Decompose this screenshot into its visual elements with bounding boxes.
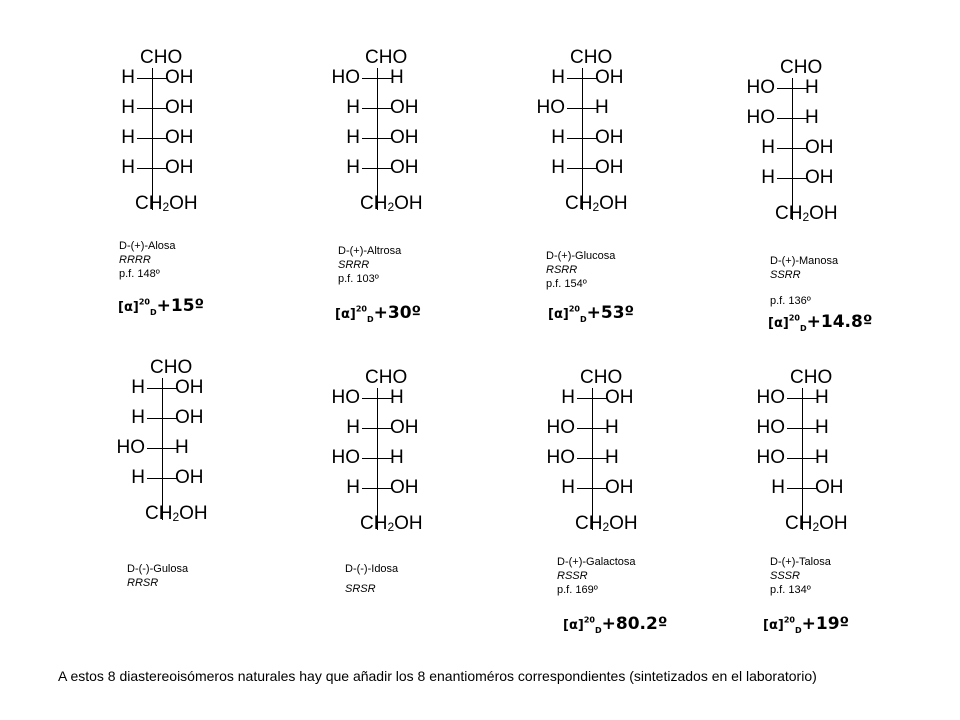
hydroxymethyl-group <box>135 194 198 217</box>
left-substituent: HO <box>546 417 575 438</box>
sugar-info <box>770 555 831 597</box>
right-substituent: OH <box>595 157 624 178</box>
temperature: 20 <box>583 615 595 625</box>
subscript-2: 2 <box>812 520 820 534</box>
left-substituent: H <box>561 387 575 408</box>
right-substituent: H <box>815 387 829 408</box>
aldehyde-group: CHO <box>580 367 623 388</box>
hydroxymethyl-group <box>145 504 208 527</box>
bond-line <box>577 488 607 489</box>
fischer-projection <box>110 358 240 538</box>
bond-line <box>777 88 807 89</box>
oh-text: OH <box>609 513 638 534</box>
oh-text: OH <box>394 513 423 534</box>
hydroxymethyl-group <box>565 194 628 217</box>
bond-line <box>567 138 597 139</box>
bond-line <box>137 78 167 79</box>
bond-line <box>777 178 807 179</box>
bond-line <box>362 168 392 169</box>
subscript-2: 2 <box>387 200 395 214</box>
hydroxymethyl-group <box>775 204 838 227</box>
alpha-symbol: α <box>773 316 783 331</box>
sugar-name: D-(+)-Alosa <box>119 240 176 252</box>
rotation-value: +30º <box>373 303 422 323</box>
right-substituent: H <box>805 107 819 128</box>
left-substituent: H <box>561 477 575 498</box>
temperature: 20 <box>355 304 367 314</box>
right-substituent: OH <box>595 127 624 148</box>
right-substituent: OH <box>390 127 419 148</box>
fischer-projection <box>740 58 870 238</box>
subscript-2: 2 <box>802 210 810 224</box>
aldehyde-group: CHO <box>150 357 193 378</box>
bond-line <box>147 478 177 479</box>
hydroxymethyl-group <box>360 514 423 537</box>
fischer-projection <box>325 48 455 228</box>
sugar-name: D-(+)-Galactosa <box>557 556 636 568</box>
left-substituent: H <box>346 127 360 148</box>
specific-rotation <box>335 303 421 324</box>
close-bracket: ] <box>577 618 584 633</box>
sugar-name: D-(+)-Altrosa <box>338 245 402 257</box>
footer-note: A estos 8 diastereoisómeros naturales hay que añadir los 8 enantioméros correspondientes (sintetizados en el laboratorio) <box>58 668 817 684</box>
ch-text: CH <box>360 513 388 534</box>
ch-text: CH <box>145 503 173 524</box>
rotation-value: +19º <box>801 614 850 634</box>
oh-text: OH <box>599 193 628 214</box>
left-substituent: H <box>131 407 145 428</box>
melting-point: p.f. 136º <box>770 295 811 307</box>
fischer-projection <box>100 48 230 228</box>
specific-rotation <box>763 614 849 635</box>
bond-line <box>567 78 597 79</box>
right-substituent: H <box>390 67 404 88</box>
right-substituent: OH <box>805 137 834 158</box>
right-substituent: H <box>605 447 619 468</box>
bond-line <box>787 428 817 429</box>
rotation-value: +80.2º <box>601 614 668 634</box>
temperature: 20 <box>138 297 150 307</box>
bond-line <box>362 108 392 109</box>
close-bracket: ] <box>777 618 784 633</box>
left-substituent: HO <box>331 387 360 408</box>
ch-text: CH <box>360 193 388 214</box>
left-substituent: H <box>346 417 360 438</box>
configuration: RRSR <box>127 577 159 589</box>
left-substituent: H <box>551 67 565 88</box>
bond-line <box>137 108 167 109</box>
open-bracket: [ <box>763 618 769 633</box>
hydroxymethyl-group <box>575 514 638 537</box>
left-substituent: HO <box>536 97 565 118</box>
subscript-2: 2 <box>162 200 170 214</box>
rotation-value: +14.8º <box>806 312 873 332</box>
right-substituent: OH <box>165 127 194 148</box>
bond-line <box>577 458 607 459</box>
oh-text: OH <box>169 193 198 214</box>
aldehyde-group: CHO <box>365 367 408 388</box>
bond-line <box>137 168 167 169</box>
right-substituent: H <box>605 417 619 438</box>
bond-line <box>147 448 177 449</box>
close-bracket: ] <box>782 316 789 331</box>
hydroxymethyl-group <box>360 194 423 217</box>
bond-line <box>567 168 597 169</box>
right-substituent: H <box>805 77 819 98</box>
fischer-projection <box>750 368 880 548</box>
configuration: RSRR <box>546 264 578 276</box>
bond-line <box>362 78 392 79</box>
sugar-info <box>546 249 615 291</box>
right-substituent: H <box>390 387 404 408</box>
configuration: SRRR <box>338 259 370 271</box>
temperature: 20 <box>788 313 800 323</box>
sugar-info <box>345 562 398 596</box>
sugar-info <box>557 555 636 597</box>
open-bracket: [ <box>563 618 569 633</box>
sugar-info <box>127 562 188 590</box>
open-bracket: [ <box>335 307 341 322</box>
open-bracket: [ <box>768 316 774 331</box>
bond-line <box>147 418 177 419</box>
ch-text: CH <box>575 513 603 534</box>
left-substituent: HO <box>756 387 785 408</box>
bond-line <box>577 428 607 429</box>
rotation-value: +53º <box>586 303 635 323</box>
left-substituent: HO <box>756 417 785 438</box>
sugar-name: D-(+)-Glucosa <box>546 250 616 262</box>
specific-rotation <box>563 614 667 635</box>
sodium-d-line: D <box>799 324 807 334</box>
melting-point: p.f. 103º <box>338 273 379 285</box>
open-bracket: [ <box>118 300 124 315</box>
configuration: SRSR <box>345 583 376 595</box>
sugar-name: D-(-)-Idosa <box>345 563 399 575</box>
specific-rotation <box>548 303 634 324</box>
oh-text: OH <box>394 193 423 214</box>
alpha-symbol: α <box>340 307 350 322</box>
right-substituent: OH <box>175 467 204 488</box>
aldehyde-group: CHO <box>790 367 833 388</box>
left-substituent: H <box>131 467 145 488</box>
subscript-2: 2 <box>592 200 600 214</box>
left-substituent: H <box>761 137 775 158</box>
oh-text: OH <box>809 203 838 224</box>
right-substituent: OH <box>390 417 419 438</box>
right-substituent: H <box>390 447 404 468</box>
right-substituent: OH <box>390 97 419 118</box>
right-substituent: OH <box>165 97 194 118</box>
alpha-symbol: α <box>568 618 578 633</box>
close-bracket: ] <box>562 307 569 322</box>
left-substituent: H <box>761 167 775 188</box>
left-substituent: H <box>551 127 565 148</box>
melting-point: p.f. 148º <box>119 268 160 280</box>
ch-text: CH <box>135 193 163 214</box>
subscript-2: 2 <box>387 520 395 534</box>
sodium-d-line: D <box>149 308 157 318</box>
left-substituent: HO <box>116 437 145 458</box>
temperature: 20 <box>568 304 580 314</box>
left-substituent: H <box>121 97 135 118</box>
right-substituent: OH <box>805 167 834 188</box>
aldehyde-group: CHO <box>140 47 183 68</box>
left-substituent: HO <box>546 447 575 468</box>
left-substituent: H <box>346 97 360 118</box>
specific-rotation <box>118 296 204 317</box>
sodium-d-line: D <box>594 626 602 636</box>
bond-line <box>777 118 807 119</box>
right-substituent: OH <box>390 157 419 178</box>
aldehyde-group: CHO <box>780 57 823 78</box>
right-substituent: H <box>815 417 829 438</box>
left-substituent: HO <box>331 447 360 468</box>
sodium-d-line: D <box>794 626 802 636</box>
left-substituent: HO <box>756 447 785 468</box>
right-substituent: OH <box>815 477 844 498</box>
fischer-projection <box>325 368 455 548</box>
alpha-symbol: α <box>553 307 563 322</box>
sugar-info <box>119 239 176 281</box>
configuration: SSRR <box>770 269 801 281</box>
oh-text: OH <box>819 513 848 534</box>
sugar-info <box>338 244 401 286</box>
bond-line <box>362 458 392 459</box>
right-substituent: OH <box>175 407 204 428</box>
sodium-d-line: D <box>366 315 374 325</box>
bond-line <box>362 138 392 139</box>
left-substituent: H <box>551 157 565 178</box>
bond-line <box>787 458 817 459</box>
bond-line <box>362 428 392 429</box>
sodium-d-line: D <box>579 315 587 325</box>
left-substituent: H <box>121 157 135 178</box>
melting-point: p.f. 154º <box>546 278 587 290</box>
subscript-2: 2 <box>172 510 180 524</box>
fischer-projection <box>540 368 670 548</box>
left-substituent: H <box>121 67 135 88</box>
open-bracket: [ <box>548 307 554 322</box>
bond-line <box>787 488 817 489</box>
bond-line <box>567 108 597 109</box>
ch-text: CH <box>565 193 593 214</box>
bond-line <box>137 138 167 139</box>
left-substituent: H <box>121 127 135 148</box>
left-substituent: H <box>131 377 145 398</box>
alpha-symbol: α <box>123 300 133 315</box>
melting-point: p.f. 134º <box>770 584 811 596</box>
specific-rotation <box>768 312 872 333</box>
right-substituent: H <box>815 447 829 468</box>
right-substituent: OH <box>165 67 194 88</box>
configuration: RSSR <box>557 570 588 582</box>
left-substituent: H <box>346 477 360 498</box>
configuration: SSSR <box>770 570 800 582</box>
subscript-2: 2 <box>602 520 610 534</box>
left-substituent: H <box>346 157 360 178</box>
aldehyde-group: CHO <box>570 47 613 68</box>
ch-text: CH <box>775 203 803 224</box>
right-substituent: OH <box>175 377 204 398</box>
close-bracket: ] <box>132 300 139 315</box>
bond-line <box>777 148 807 149</box>
ch-text: CH <box>785 513 813 534</box>
left-substituent: HO <box>331 67 360 88</box>
sugar-info <box>770 254 838 308</box>
right-substituent: OH <box>390 477 419 498</box>
left-substituent: HO <box>746 77 775 98</box>
right-substituent: OH <box>605 477 634 498</box>
left-substituent: HO <box>746 107 775 128</box>
bond-line <box>362 398 392 399</box>
hydroxymethyl-group <box>785 514 848 537</box>
bond-line <box>362 488 392 489</box>
bond-line <box>147 388 177 389</box>
sugar-name: D-(+)-Talosa <box>770 556 831 568</box>
temperature: 20 <box>783 615 795 625</box>
melting-point: p.f. 169º <box>557 584 598 596</box>
left-substituent: H <box>771 477 785 498</box>
aldehyde-group: CHO <box>365 47 408 68</box>
alpha-symbol: α <box>768 618 778 633</box>
sugar-name: D-(-)-Gulosa <box>127 563 189 575</box>
sugar-name: D-(+)-Manosa <box>770 255 839 267</box>
right-substituent: OH <box>605 387 634 408</box>
bond-line <box>577 398 607 399</box>
bond-line <box>787 398 817 399</box>
rotation-value: +15º <box>156 296 205 316</box>
right-substituent: OH <box>595 67 624 88</box>
close-bracket: ] <box>349 307 356 322</box>
right-substituent: OH <box>165 157 194 178</box>
right-substituent: H <box>175 437 189 458</box>
configuration: RRRR <box>119 254 151 266</box>
fischer-projection <box>530 48 660 228</box>
oh-text: OH <box>179 503 208 524</box>
right-substituent: H <box>595 97 609 118</box>
